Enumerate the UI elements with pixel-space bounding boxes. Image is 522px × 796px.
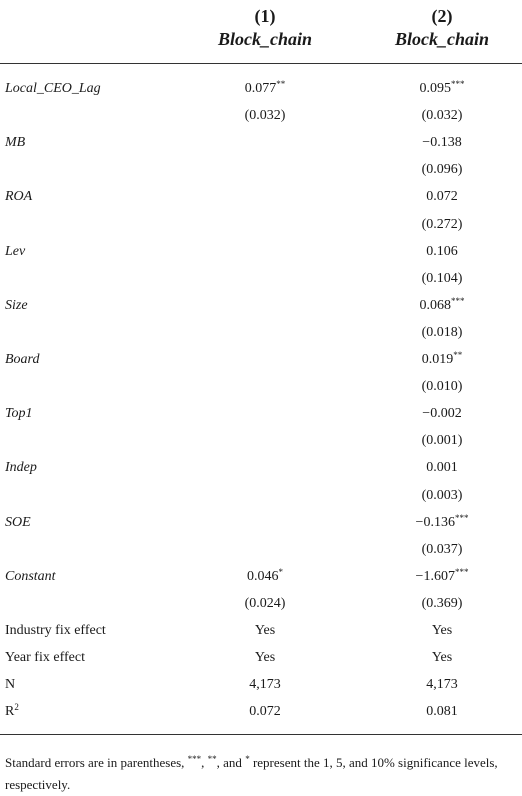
cell-col-1: [185, 672, 345, 698]
cell-col-1: [185, 103, 345, 129]
table-row: [0, 320, 522, 346]
cell-col-2: [362, 374, 522, 400]
table-header: [0, 0, 522, 60]
significance-stars: ***: [451, 295, 465, 306]
cell-col-1: [185, 645, 345, 671]
cell-value: 0.072: [426, 189, 458, 205]
row-label-text: Year fix effect: [5, 650, 85, 666]
cell-col-2: [362, 699, 522, 725]
column-number-1: (1): [254, 6, 276, 26]
table-row: [0, 401, 522, 427]
cell-value: 0.001: [426, 460, 458, 476]
table-row: [0, 591, 522, 617]
cell-col-2: [362, 591, 522, 617]
row-label: [5, 293, 28, 319]
significance-stars: *: [278, 566, 283, 577]
note-text: Standard errors are in parentheses,: [5, 755, 188, 770]
cell-col-2: [362, 239, 522, 265]
row-label-text: Indep: [5, 460, 37, 476]
table-row: [0, 76, 522, 102]
table-row: [0, 428, 522, 454]
cell-value: 0.077: [244, 81, 277, 96]
row-label-text: Industry fix effect: [5, 623, 106, 638]
significance-stars: ***: [454, 512, 469, 523]
row-label-text: Lev: [5, 243, 26, 259]
significance-stars: ***: [451, 79, 465, 89]
cell-col-2: [362, 510, 522, 536]
row-label: [5, 401, 33, 427]
note-text-2: represent the 1, 5, and 10% significance levels, respectively.: [5, 755, 498, 792]
cell-value: (0.096): [421, 162, 463, 178]
row-label: [5, 184, 32, 210]
row-label: [5, 455, 37, 481]
cell-col-2: [362, 455, 522, 481]
cell-col-2: [362, 130, 522, 156]
row-label: [5, 76, 101, 102]
header-rule: [0, 63, 522, 64]
row-label-text: R: [5, 704, 15, 720]
note-sig-3: *: [245, 754, 250, 764]
table-row: [0, 618, 522, 644]
column-number-2: (2): [431, 6, 453, 26]
row-label-text: Size: [5, 297, 28, 313]
cell-value: −0.138: [422, 135, 462, 151]
table-row: [0, 239, 522, 265]
table-row: [0, 645, 522, 671]
table-row: [0, 699, 522, 725]
cell-col-1: [185, 564, 345, 590]
cell-col-1: [185, 618, 345, 644]
cell-value: (0.369): [421, 595, 463, 611]
table-row: [0, 293, 522, 319]
cell-col-2: [362, 320, 522, 346]
cell-col-2: [362, 293, 522, 319]
cell-value: (0.010): [421, 379, 463, 395]
cell-col-2: [362, 103, 522, 129]
cell-col-2: [362, 537, 522, 563]
row-label-text: Top1: [5, 406, 33, 422]
cell-col-2: [362, 212, 522, 238]
note-sep-1: ,: [201, 755, 208, 770]
cell-col-2: [362, 645, 522, 671]
cell-value: (0.024): [244, 595, 286, 611]
cell-value: 0.068: [419, 297, 451, 313]
table-row: [0, 672, 522, 698]
cell-col-2: [362, 401, 522, 427]
row-label: [5, 618, 106, 644]
cell-value: (0.032): [421, 108, 463, 124]
cell-value: 0.095: [419, 81, 451, 96]
significance-stars: ***: [454, 566, 469, 577]
cell-value: (0.018): [421, 324, 463, 340]
cell-value: (0.001): [421, 433, 463, 449]
cell-value: (0.003): [421, 487, 463, 503]
cell-value: 0.072: [249, 704, 281, 720]
cell-value: (0.032): [244, 108, 286, 124]
cell-col-2: [362, 266, 522, 292]
cell-col-2: [362, 483, 522, 509]
table-row: [0, 184, 522, 210]
row-label-superscript: 2: [14, 702, 19, 713]
cell-value: 0.106: [426, 243, 458, 259]
cell-value: 0.019: [421, 352, 454, 367]
cell-value: −0.002: [422, 406, 462, 422]
table-row: [0, 510, 522, 536]
cell-value: −0.136: [415, 514, 455, 530]
cell-col-2: [362, 618, 522, 644]
cell-value: Yes: [431, 650, 453, 666]
row-label-text: Constant: [5, 568, 56, 584]
cell-value: Yes: [254, 650, 276, 666]
cell-value: Yes: [254, 623, 276, 638]
cell-value: 0.081: [426, 704, 458, 720]
table-row: [0, 537, 522, 563]
column-name-1: Block_chain: [217, 29, 312, 49]
table-row: [0, 347, 522, 373]
cell-col-2: [362, 564, 522, 590]
column-name-2: Block_chain: [394, 29, 489, 49]
row-label-text: ROA: [5, 189, 33, 205]
cell-col-2: [362, 184, 522, 210]
cell-value: 4,173: [249, 677, 281, 693]
row-label: [5, 239, 25, 265]
note-sig-2: **: [207, 754, 217, 764]
cell-value: 4,173: [426, 677, 458, 693]
row-label-text: MB: [5, 135, 26, 151]
row-label: [5, 699, 19, 725]
table-row: [0, 130, 522, 156]
cell-col-2: [362, 428, 522, 454]
note-sep-2: , and: [216, 755, 246, 770]
table-row: [0, 564, 522, 590]
cell-value: −1.607: [415, 568, 455, 584]
cell-col-1: [185, 699, 345, 725]
cell-col-1: [185, 591, 345, 617]
cell-value: 0.046: [247, 568, 279, 584]
table-row: [0, 103, 522, 129]
cell-col-2: [362, 347, 522, 373]
cell-value: (0.037): [421, 541, 463, 557]
cell-col-2: [362, 672, 522, 698]
cell-col-2: [362, 157, 522, 183]
cell-col-1: [185, 76, 345, 102]
significance-stars: **: [276, 79, 286, 89]
row-label: [5, 672, 15, 698]
significance-stars: **: [453, 350, 463, 360]
row-label: [5, 564, 56, 590]
cell-value: Yes: [431, 623, 453, 638]
row-label-text: Board: [5, 352, 40, 367]
table-row: [0, 483, 522, 509]
row-label-text: SOE: [5, 514, 31, 530]
row-label: [5, 510, 31, 536]
table-row: [0, 212, 522, 238]
table-row: [0, 266, 522, 292]
table-row: [0, 455, 522, 481]
row-label: [5, 645, 85, 671]
cell-value: (0.104): [421, 270, 463, 286]
row-label: [5, 130, 25, 156]
note-sig-1: ***: [187, 754, 202, 764]
row-label-text: N: [5, 677, 16, 693]
bottom-rule: [0, 734, 522, 735]
row-label: [5, 347, 39, 373]
cell-col-2: [362, 76, 522, 102]
cell-value: (0.272): [421, 216, 463, 232]
row-label-text: Local_CEO_Lag: [5, 81, 101, 96]
table-note: [5, 752, 517, 796]
table-row: [0, 157, 522, 183]
table-row: [0, 374, 522, 400]
